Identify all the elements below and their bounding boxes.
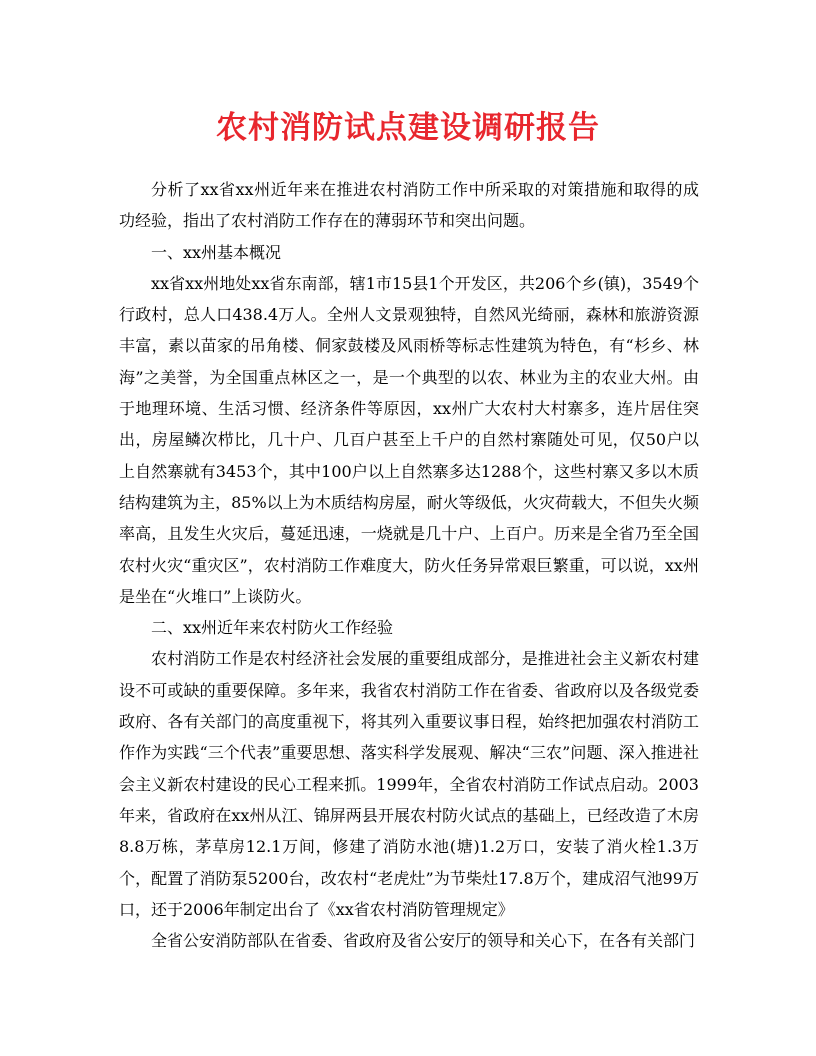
section-heading-2: 二、xx州近年来农村防火工作经验 xyxy=(151,618,394,638)
paragraph-intro: 分析了xx省xx州近年来在推进农村消防工作中所采取的对策措施和取得的成功经验，指出了农村消防工作存在的薄弱环节和突出问题。 xyxy=(119,180,699,231)
paragraph-overview: xx省xx州地处xx省东南部，辖1市15县1个开发区，共206个乡(镇)，3549个行政村，总人口438.4万人。全州人文景观独特，自然风光绮丽，森林和旅游资源丰富，素以苗家的吊角楼、侗家鼓楼及风雨桥等标志性建筑为特色，有“杉乡、林海”之美誉，为全国重点林区之一，是一个典型的以农、林业为主的农业大州。由于地理环境、生活习惯、经济条件等原因，xx州广大农村大村寨多，连片居住突出，房屋鳞次栉比，几十户、几百户甚至上千户的自然村寨随处可见，仅50户以上自然寨就有3453个，其中100户以上自然寨多达1288个，这些村寨又多以木质结构建筑为主，85%以上为木质结构房屋，耐火等级低，火灾荷载大，不但失火频率高，且发生火灾后，蔓延迅速，一烧就是几十户、上百户。历来是全省乃至全国农村火灾“重灾区”，农村消防工作难度大，防火任务异常艰巨繁重，可以说，xx州是坐在“火堆口”上谈防火。 xyxy=(119,273,699,606)
paragraph-fire-brigade: 全省公安消防部队在省委、省政府及省公安厅的领导和关心下，在各有关部门 xyxy=(151,931,696,951)
section-heading-1: 一、xx州基本概况 xyxy=(151,242,282,262)
document-body xyxy=(119,174,699,956)
document-title: 农村消防试点建设调研报告 xyxy=(216,110,600,146)
paragraph-experience: 农村消防工作是农村经济社会发展的重要组成部分，是推进社会主义新农村建设不可或缺的重要保障。多年来，我省农村消防工作在省委、省政府以及各级党委政府、各有关部门的高度重视下，将其列入重要议事日程，始终把加强农村消防工作作为实践“三个代表”重要思想、落实科学发展观、解决“三农”问题、深入推进社会主义新农村建设的民心工程来抓。1999年，全省农村消防工作试点启动。2003年来，省政府在xx州从江、锦屏两县开展农村防火试点的基础上，已经改造了木房8.8万栋，茅草房12.1万间，修建了消防水池(塘)1.2万口，安装了消火栓1.3万个，配置了消防泵5200台，改农村“老虎灶”为节柴灶17.8万个，建成沼气池99万口，还于2006年制定出台了《xx省农村消防管理规定》 xyxy=(119,649,699,919)
